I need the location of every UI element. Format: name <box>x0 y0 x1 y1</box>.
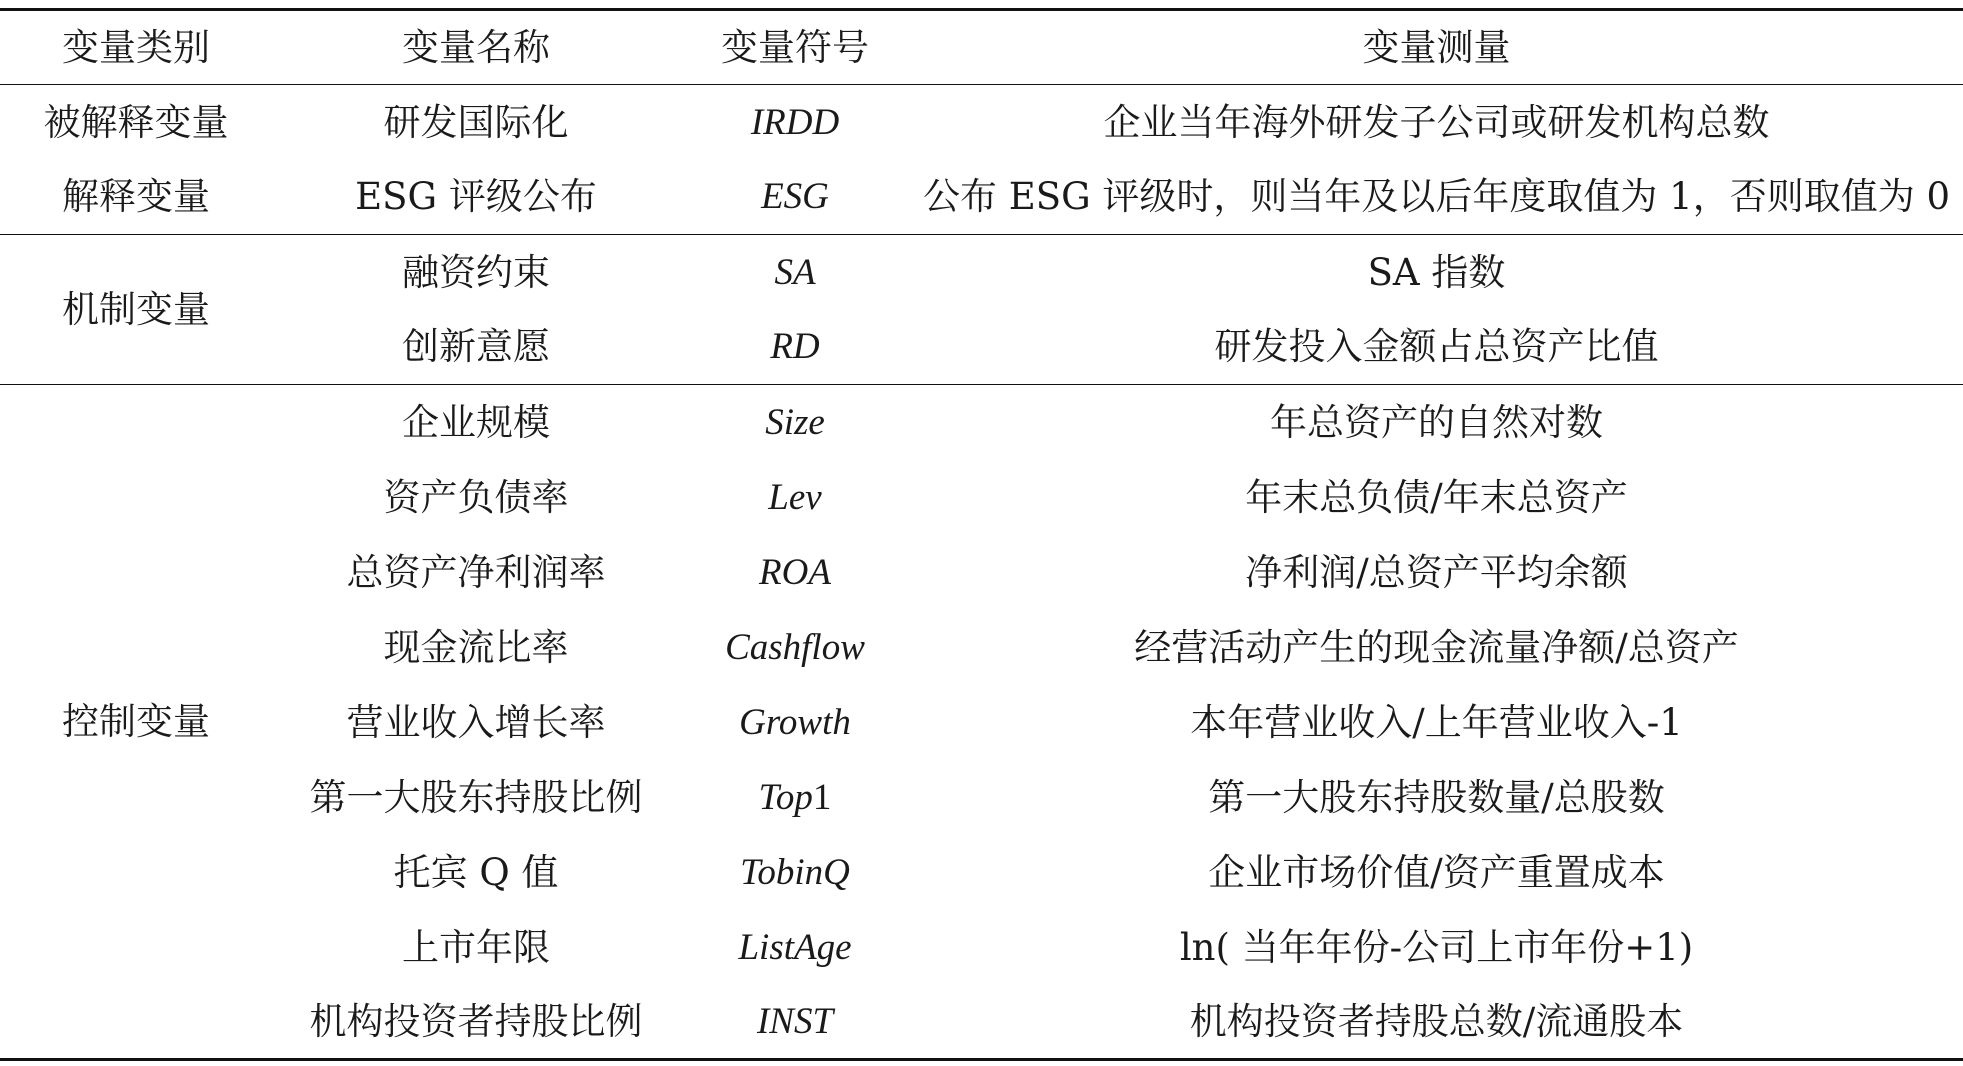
table-row <box>0 610 1963 685</box>
variable-symbol: ROA <box>759 551 831 593</box>
variable-symbol: Size <box>680 385 910 460</box>
variable-symbol: RD <box>770 326 820 368</box>
table-row <box>0 160 1963 235</box>
variable-measure: 研发投入金额占总资产比值 <box>1214 325 1659 369</box>
header-symbol: 变量符号 <box>680 10 910 85</box>
variable-measure: 年总资产的自然对数 <box>910 385 1963 460</box>
header-measure: 变量测量 <box>910 10 1963 85</box>
table-row <box>0 685 1963 760</box>
symbol-suffix: 1 <box>812 776 832 818</box>
table-row <box>0 760 1963 835</box>
variable-measure: 公布 ESG 评级时，则当年及以后年度取值为 1，否则取值为 0 <box>922 175 1951 219</box>
variable-symbol: Lev <box>768 476 822 518</box>
variable-measure: 第一大股东持股数量/总股数 <box>1208 775 1665 819</box>
header-category: 变量类别 <box>0 10 272 85</box>
variable-name: 机构投资者持股比例 <box>272 985 680 1060</box>
variable-measure: 经营活动产生的现金流量净额/总资产 <box>1134 625 1739 669</box>
variable-measure: 本年营业收入/上年营业收入-1 <box>1190 700 1683 744</box>
variable-name: 研发国际化 <box>272 85 680 160</box>
table-row <box>0 460 1963 535</box>
category-cell: 机制变量 <box>0 235 272 385</box>
symbol-text: Top <box>758 776 813 818</box>
variable-measure: SA 指数 <box>910 235 1963 310</box>
variable-symbol: INST <box>680 985 910 1060</box>
category-cell: 解释变量 <box>62 175 210 219</box>
variable-symbol: TobinQ <box>740 851 850 893</box>
variable-measure: 企业市场价值/资产重置成本 <box>1208 850 1665 894</box>
variable-measure: ln( 当年年份-公司上市年份+1) <box>1179 925 1694 969</box>
variable-symbol <box>680 760 910 835</box>
variable-symbol: ListAge <box>738 926 852 968</box>
variable-symbol: SA <box>680 235 910 310</box>
header-row <box>0 10 1963 85</box>
variable-measure: 年末总负债/年末总资产 <box>1245 475 1628 519</box>
variable-measure: 企业当年海外研发子公司或研发机构总数 <box>910 85 1963 160</box>
variable-name: 企业规模 <box>272 385 680 460</box>
variable-name: 创新意愿 <box>402 325 550 369</box>
header-name: 变量名称 <box>272 10 680 85</box>
variable-measure: 机构投资者持股总数/流通股本 <box>910 985 1963 1060</box>
variable-symbol: Growth <box>739 701 851 743</box>
table-row <box>0 910 1963 985</box>
table-row <box>0 835 1963 910</box>
variable-measure: 净利润/总资产平均余额 <box>1245 550 1628 594</box>
variable-name: 资产负债率 <box>383 475 569 519</box>
table-row <box>0 985 1963 1060</box>
category-cell: 控制变量 <box>0 385 272 1060</box>
variable-name: 第一大股东持股比例 <box>309 775 643 819</box>
variable-symbol: ESG <box>761 176 829 218</box>
variable-name: 总资产净利润率 <box>346 550 606 594</box>
variable-name: 融资约束 <box>272 235 680 310</box>
table-row <box>0 235 1963 310</box>
variable-name: 上市年限 <box>402 925 550 969</box>
variable-name: 营业收入增长率 <box>346 700 606 744</box>
variable-name: ESG 评级公布 <box>355 175 597 219</box>
variable-symbol: IRDD <box>680 85 910 160</box>
variable-name: 托宾 Q 值 <box>393 850 559 894</box>
table-row <box>0 85 1963 160</box>
table-row <box>0 535 1963 610</box>
table-row <box>0 310 1963 385</box>
variable-name: 现金流比率 <box>383 625 569 669</box>
category-cell: 被解释变量 <box>0 85 272 160</box>
variable-symbol: Cashflow <box>725 626 865 668</box>
variable-definition-table <box>0 8 1963 1061</box>
table-row <box>0 385 1963 460</box>
